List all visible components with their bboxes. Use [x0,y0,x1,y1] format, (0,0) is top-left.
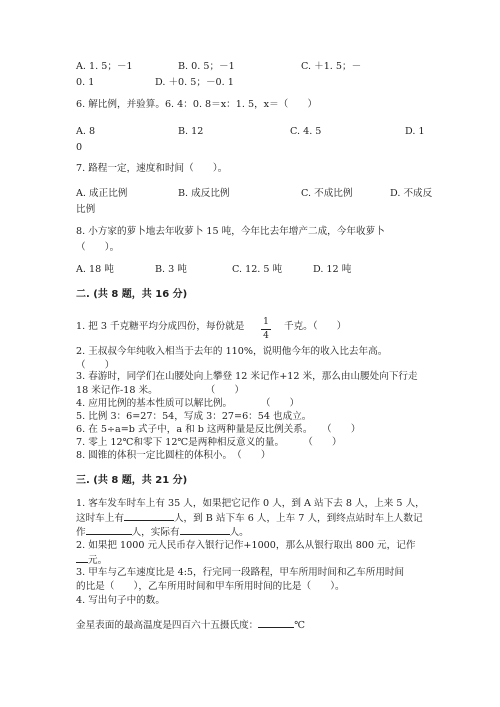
q7-option-d-cont: 比例 [76,204,96,215]
s3-q2-line1: 2. 如果把 1000 元人民币存入银行记作+1000，那么从银行取出 800 元，记作 [76,540,416,551]
fraction-numerator: 1 [263,317,269,327]
s3-q4-sentence: 金星表面的最高温度是四百六十五摄氏度： ℃ [76,620,306,631]
q6-option-a: A. 8 [76,126,96,137]
answer-blank[interactable] [258,618,294,628]
answer-blank[interactable] [76,553,88,563]
q7-option-d: D. 不成反 [390,188,433,199]
s2-q2-line2: （ ） [76,360,115,371]
fraction-bar [261,329,271,330]
s3-q3-line2: 的比是（ ），乙车所用时间和甲车所用时间的比是（ ）。 [76,581,345,592]
q6-stem: 6. 解比例，并验算。6. 4：0. 8＝x：1. 5，x＝（ ） [76,99,318,110]
q6-option-d: D. 1 [405,126,425,137]
q7-stem: 7. 路程一定，速度和时间（ ）。 [76,163,228,174]
q7-option-a: A. 成正比例 [76,188,128,199]
s2-q5: 5. 比例 3：6=27：54，写成 3：27=6：54 也成立。 [76,411,312,422]
s3-q1-line1: 1. 客车发车时车上有 35 人，如果把它记作 0 人，到 A 站下去 8 人，上来 5 人， [76,498,425,509]
s3-q1-line3: 作 人，实际有 人。 [76,527,249,538]
s2-q6: 6. 在 5÷a=b 式子中，a 和 b 这两种量是反比例关系。 （ ） [76,424,361,435]
q6-option-c: C. 4. 5 [290,126,322,137]
section-2-title: 二. (共 8 题，共 16 分) [76,289,188,300]
q5-option-c-cont: 0. 1 [76,77,95,88]
s2-q8: 8. 圆锥的体积一定比圆柱的体积小。 （ ） [76,450,271,461]
answer-blank[interactable] [124,511,174,521]
q8-option-c: C. 12. 5 吨 [232,264,283,275]
q8-stem-line1: 8. 小方家的萝卜地去年收萝卜 15 吨，今年比去年增产二成，今年收萝卜 [76,226,385,237]
q5-option-b: B. 0. 5；－1 [178,61,235,72]
q5-option-c: C. ＋1. 5；－ [301,61,362,72]
q5-option-d: D. ＋0. 5；－0. 1 [155,77,234,88]
fraction-one-quarter [261,317,271,342]
q8-option-b: B. 3 吨 [155,264,187,275]
q5-option-a: A. 1. 5；－1 [76,61,133,72]
s3-q4: 4. 写出句子中的数。 [76,595,165,606]
s3-q1-line2: 这时车上有 人，到 B 站下车 6 人，上车 7 人，到终点站时车上人数记 [76,513,423,524]
s2-q4: 4. 应用比例的基本性质可以解比例。 （ ） [76,398,300,409]
s2-q7: 7. 零上 12℃和零下 12℃是两种相反意义的量。 （ ） [76,437,342,448]
s2-q3-line1: 3. 春游时，同学们在山腰处向上攀登 12 米记作+12 米，那么由山腰处向下行走 [76,371,418,382]
q6-option-d-cont: 0 [76,142,83,153]
answer-blank[interactable] [180,525,230,535]
s3-q3-line1: 3. 甲车与乙车速度比是 4:5，行完同一段路程，甲车所用时间和乙车所用时间 [76,567,405,578]
q8-option-d: D. 12 吨 [313,264,352,275]
q7-option-c: C. 不成比例 [301,188,353,199]
s2-q3-line2: 18 米记作-18 米。 （ ） [76,385,245,396]
section-3-title: 三. (共 8 题，共 21 分) [76,475,188,486]
answer-blank[interactable] [86,525,132,535]
q6-option-b: B. 12 [178,126,204,137]
fraction-denominator: 4 [263,331,269,341]
s2-q1-text-after: 千克。（ ） [284,321,347,332]
q8-stem-line2: （ ）。 [76,242,120,253]
s2-q1-text-before: 1. 把 3 千克糖平均分成四份，每份就是 [76,321,245,332]
q8-option-a: A. 18 吨 [76,264,114,275]
s2-q2-line1: 2. 王叔叔今年纯收入相当于去年的 110%，说明他今年的收入比去年高。 [76,346,388,357]
s3-q2-line2: 元。 [76,553,107,568]
q7-option-b: B. 成反比例 [178,188,230,199]
